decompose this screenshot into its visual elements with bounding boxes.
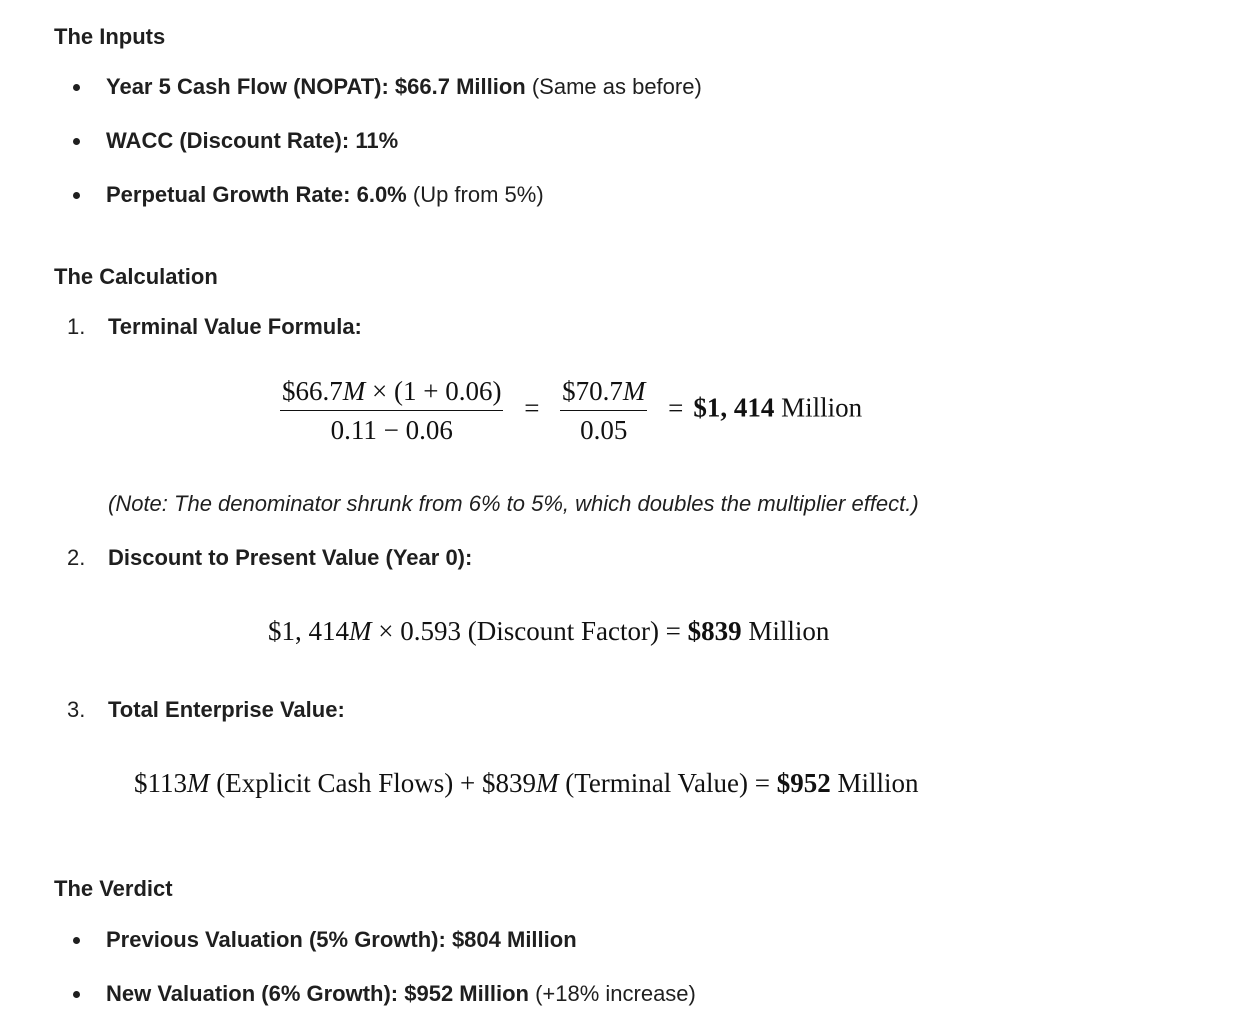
bullet-icon [73, 991, 80, 998]
bullet-icon [73, 84, 80, 91]
fraction-1-numerator: $66.7M × (1 + 0.06) [280, 376, 503, 411]
enterprise-value-formula: $113M (Explicit Cash Flows) + $839M (Terminal Value) = $952 Million [134, 768, 919, 798]
inputs-item-2 [106, 126, 398, 156]
inputs-item-1 [106, 72, 702, 102]
enterprise-value-unit: Million [837, 768, 919, 798]
calculation-step-3 [67, 695, 345, 725]
terminal-value-unit: Million [781, 392, 863, 423]
fraction-2-denominator: 0.05 [580, 415, 628, 445]
step-1-marker: 1. [67, 314, 86, 339]
present-value-unit: Million [748, 616, 830, 646]
inputs-item-3-bold: Perpetual Growth Rate: 6.0% [106, 182, 407, 207]
verdict-item-1-bold: Previous Valuation (5% Growth): $804 Million [106, 927, 577, 952]
verdict-heading: The Verdict [54, 876, 173, 901]
present-value-formula: $1, 414M × 0.593 (Discount Factor) = $839 Million [268, 616, 830, 646]
step-3-label: Total Enterprise Value: [108, 697, 345, 722]
fraction-1-denominator: 0.11 − 0.06 [330, 415, 453, 445]
step-3-marker: 3. [67, 697, 86, 722]
bullet-icon [73, 937, 80, 944]
fraction-2-numerator: $70.7M [560, 376, 647, 411]
fraction-2 [560, 376, 647, 445]
verdict-item-2-bold: New Valuation (6% Growth): $952 Million [106, 981, 529, 1006]
inputs-item-3 [106, 180, 544, 210]
calculation-step-2 [67, 543, 473, 573]
inputs-item-2-bold: WACC (Discount Rate): 11% [106, 128, 399, 153]
verdict-item-2-rest: (+18% increase) [528, 981, 696, 1006]
fraction-1 [280, 376, 503, 445]
inputs-item-3-rest: (Up from 5%) [406, 182, 544, 207]
verdict-item-2 [106, 979, 696, 1009]
calculation-note: (Note: The denominator shrunk from 6% to 5%, which doubles the multiplier effect.) [108, 491, 919, 516]
equals-sign-2: = [668, 392, 684, 423]
step-2-marker: 2. [67, 545, 86, 570]
present-value-result: $839 [687, 616, 742, 646]
step-1-label: Terminal Value Formula: [108, 314, 362, 339]
calculation-step-1 [67, 312, 362, 342]
step-2-label: Discount to Present Value (Year 0): [108, 545, 473, 570]
calculation-heading: The Calculation [54, 264, 218, 289]
equals-sign: = [524, 392, 540, 423]
bullet-icon [73, 192, 80, 199]
inputs-item-1-rest: (Same as before) [525, 74, 702, 99]
enterprise-value-result: $952 [776, 768, 831, 798]
bullet-icon [73, 138, 80, 145]
terminal-value-result: $1, 414 [693, 392, 775, 423]
inputs-heading: The Inputs [54, 24, 166, 49]
terminal-value-formula [276, 376, 862, 445]
verdict-item-1 [106, 925, 577, 955]
inputs-item-1-bold: Year 5 Cash Flow (NOPAT): $66.7 Million [106, 74, 526, 99]
